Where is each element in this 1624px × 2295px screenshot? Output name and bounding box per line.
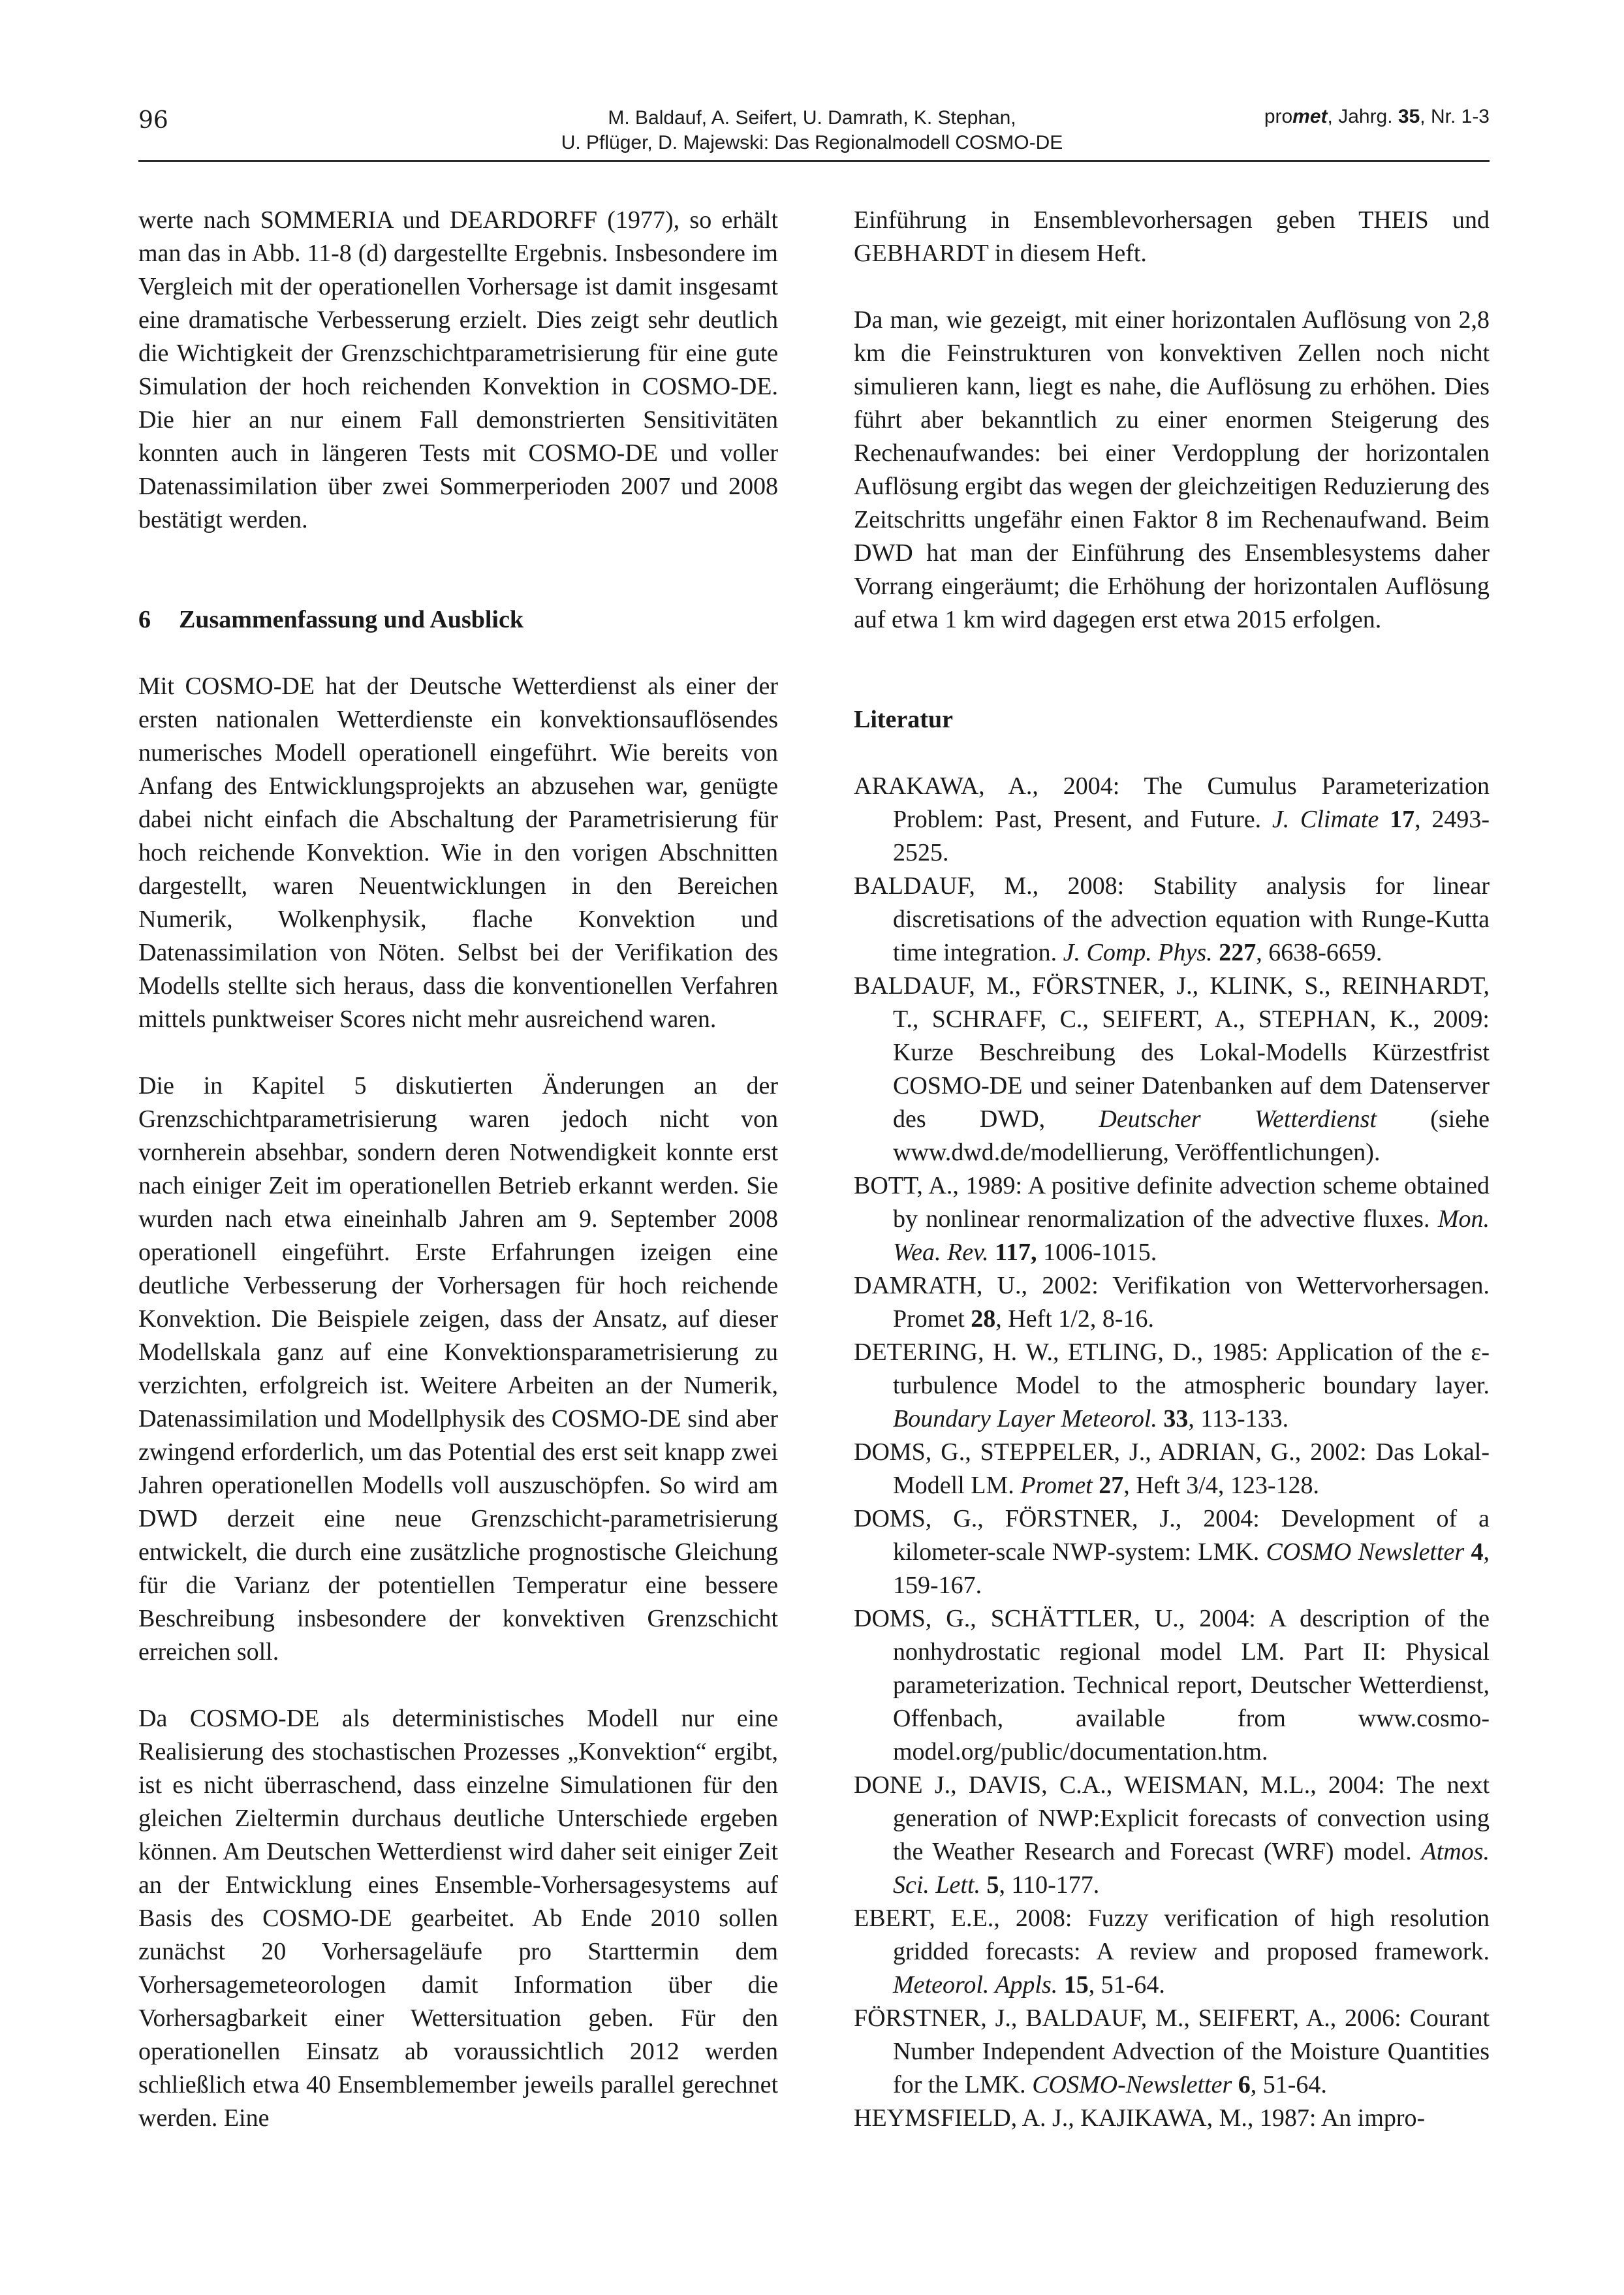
- reference-item: DETERING, H. W., ETLING, D., 1985: Application of the ε-turbulence Model to the atmospheric boundary layer. Boundary Layer Meteorol. 33, 113-133.: [854, 1338, 1490, 1432]
- reference-item: DOMS, G., FÖRSTNER, J., 2004: Development of a kilometer-scale NWP-system: LMK. COSMO Newsletter 4, 159-167.: [854, 1505, 1490, 1599]
- page-number: 96: [138, 107, 168, 134]
- paragraph-resolution: Da man, wie gezeigt, mit einer horizontalen Auflösung von 2,8 km die Feinstrukturen von konvektiven Zellen noch nicht simulieren kann, liegt es nahe, die Auflösung zu erhöhen. Dies führt aber bekanntlich zu einer enormen Steigerung des Rechenaufwandes: bei einer Verdopplung der horizontalen Auflösung ergibt das wegen der gleichzeitigen Reduzierung des Zeitschritts ungefähr einen Faktor 8 im Rechenaufwand. Beim DWD hat man der Einführung des Ensemblesystems daher Vorrang eingeräumt; die Erhöhung der horizontalen Auflösung auf etwa 1 km wird dagegen erst etwa 2015 erfolgen.: [854, 306, 1490, 633]
- journal-year: , Jahrg.: [1327, 106, 1398, 127]
- reference-item: DONE J., DAVIS, C.A., WEISMAN, M.L., 2004: The next generation of NWP:Explicit forecasts of convection using the Weather Research and Forecast (WRF) model. Atmos. Sci. Lett. 5, 110-177.: [854, 1771, 1490, 1899]
- journal-reference: [1264, 106, 1490, 128]
- reference-item: EBERT, E.E., 2008: Fuzzy verification of high resolution gridded forecasts: A review and proposed framework. Meteorol. Appls. 15, 51-64.: [854, 1905, 1490, 1999]
- reference-item: DOMS, G., SCHÄTTLER, U., 2004: A description of the nonhydrostatic regional model LM. Part II: Physical parameterization. Technical report, Deutscher Wetterdienst, Offenbach, available from www.cosmo-model.org/public/documentation.htm.: [854, 1605, 1490, 1765]
- journal-brand: met: [1292, 106, 1328, 127]
- paragraph-1: Mit COSMO-DE hat der Deutsche Wetterdienst als einer der ersten nationalen Wetterdienste ein konvektionsauflösendes numerisches Modell operationell eingeführt. Wie bereits von Anfang des Entwicklungsprojekts an abzusehen war, genügte dabei nicht einfach die Abschaltung der Parametrisierung für hoch reichende Konvektion. Wie in den vorigen Abschnitten dargestellt, waren Neuentwicklungen in den Bereichen Numerik, Wolkenphysik, flache Konvektion und Datenassimilation von Nöten. Selbst bei der Verifikation des Modells stellte sich heraus, dass die konventionellen Verfahren mittels punktweiser Scores nicht mehr ausreichend waren.: [138, 673, 778, 1033]
- authors-line-1: M. Baldauf, A. Seifert, U. Damrath, K. Stephan,: [608, 107, 1016, 129]
- reference-item: DOMS, G., STEPPELER, J., ADRIAN, G., 2002: Das Lokal-Modell LM. Promet 27, Heft 3/4, 123-128.: [854, 1438, 1490, 1499]
- paragraph-3: Da COSMO-DE als deterministisches Modell nur eine Realisierung des stochastischen Prozesses „Konvektion“ ergibt, ist es nicht überraschend, dass einzelne Simulationen für den gleichen Zieltermin durchaus deutliche Unterschiede ergeben können. Am Deutschen Wetterdienst wird daher seit einiger Zeit an der Entwicklung eines Ensemble-Vorhersagesystems auf Basis des COSMO-DE gearbeitet. Ab Ende 2010 sollen zunächst 20 Vorhersageläufe pro Starttermin dem Vorhersagemeteorologen damit Information über die Vorhersagbarkeit einer Wettersituation geben. Für den operationellen Einsatz ab voraussichtlich 2012 werden schließlich etwa 40 Ensemblemember jeweils parallel gerechnet werden. Eine: [138, 1705, 778, 2132]
- section-heading: [138, 603, 778, 637]
- paragraph-2: Die in Kapitel 5 diskutierten Änderungen an der Grenzschichtparametrisierung waren jedoch nicht von vornherein absehbar, sondern deren Notwendigkeit konnte erst nach einiger Zeit im operationellen Betrieb erkannt werden. Sie wurden nach etwa eineinhalb Jahren am 9. September 2008 operationell eingeführt. Erste Erfahrungen izeigen eine deutliche Verbesserung der Vorhersagen für hoch reichende Konvektion. Die Beispiele zeigen, dass der Ansatz, auf dieser Modellskala ganz auf eine Konvektionsparametrisierung zu verzichten, erfolgreich ist. Weitere Arbeiten an der Numerik, Datenassimilation und Modellphysik des COSMO-DE sind aber zwingend erforderlich, um das Potential des erst seit knapp zwei Jahren operationellen Modells voll auszuschöpfen. So wird am DWD derzeit eine neue Grenzschicht-parametrisierung entwickelt, die durch eine zusätzliche prognostische Gleichung für die Varianz der potentiellen Temperatur eine bessere Beschreibung insbesondere der konvektiven Grenzschicht erreichen soll.: [138, 1072, 778, 1666]
- left-column: [138, 204, 778, 2135]
- right-column: [854, 204, 1490, 2135]
- header-rule: [138, 160, 1490, 162]
- journal-prefix: pro: [1264, 106, 1293, 127]
- reference-item: BOTT, A., 1989: A positive definite advection scheme obtained by nonlinear renormalization of the advective fluxes. Mon. Wea. Rev. 117, 1006-1015.: [854, 1172, 1490, 1266]
- reference-list: [854, 770, 1490, 2135]
- reference-item: BALDAUF, M., 2008: Stability analysis for linear discretisations of the advection equation with Runge-Kutta time integration. J. Comp. Phys. 227, 6638-6659.: [854, 872, 1490, 966]
- reference-item: BALDAUF, M., FÖRSTNER, J., KLINK, S., REINHARDT, T., SCHRAFF, C., SEIFERT, A., STEPHAN, K., 2009: Kurze Beschreibung des Lokal-Modells Kürzestfrist COSMO-DE und seiner Datenbanken auf dem Datenserver des DWD, Deutscher Wetterdienst (siehe www.dwd.de/modellierung, Veröffentlichungen).: [854, 972, 1490, 1166]
- reference-item: FÖRSTNER, J., BALDAUF, M., SEIFERT, A., 2006: Courant Number Independent Advection of the Moisture Quantities for the LMK. COSMO-Newsletter 6, 51-64.: [854, 2004, 1490, 2098]
- reference-item: ARAKAWA, A., 2004: The Cumulus Parameterization Problem: Past, Present, and Future. J. Climate 17, 2493-2525.: [854, 772, 1490, 866]
- section-number: 6: [138, 606, 151, 633]
- reference-item: DAMRATH, U., 2002: Verifikation von Wettervorhersagen. Promet 28, Heft 1/2, 8-16.: [854, 1272, 1490, 1333]
- journal-volume: 35: [1398, 106, 1420, 127]
- section-title: Zusammenfassung und Ausblick: [179, 606, 523, 633]
- journal-issue: , Nr. 1-3: [1420, 106, 1490, 127]
- authors-line-2: U. Pflüger, D. Majewski: Das Regionalmodell COSMO-DE: [561, 132, 1063, 153]
- literature-heading: Literatur: [854, 706, 953, 733]
- running-header-authors: [457, 106, 1167, 155]
- reference-item: HEYMSFIELD, A. J., KAJIKAWA, M., 1987: An impro-: [854, 2104, 1426, 2132]
- paragraph-continued: Einführung in Ensemblevorhersagen geben THEIS und GEBHARDT in diesem Heft.: [854, 206, 1490, 267]
- paragraph-intro: werte nach SOMMERIA und DEARDORFF (1977), so erhält man das in Abb. 11-8 (d) dargestellte Ergebnis. Insbesondere im Vergleich mit der operationellen Vorhersage ist damit insgesamt eine dramatische Verbesserung erzielt. Dies zeigt sehr deutlich die Wichtigkeit der Grenzschichtparametrisierung für eine gute Simulation der hoch reichenden Konvektion in COSMO-DE. Die hier an nur einem Fall demonstrierten Sensitivitäten konnten auch in längeren Tests mit COSMO-DE und voller Datenassimilation über zwei Sommerperioden 2007 und 2008 bestätigt werden.: [138, 206, 778, 533]
